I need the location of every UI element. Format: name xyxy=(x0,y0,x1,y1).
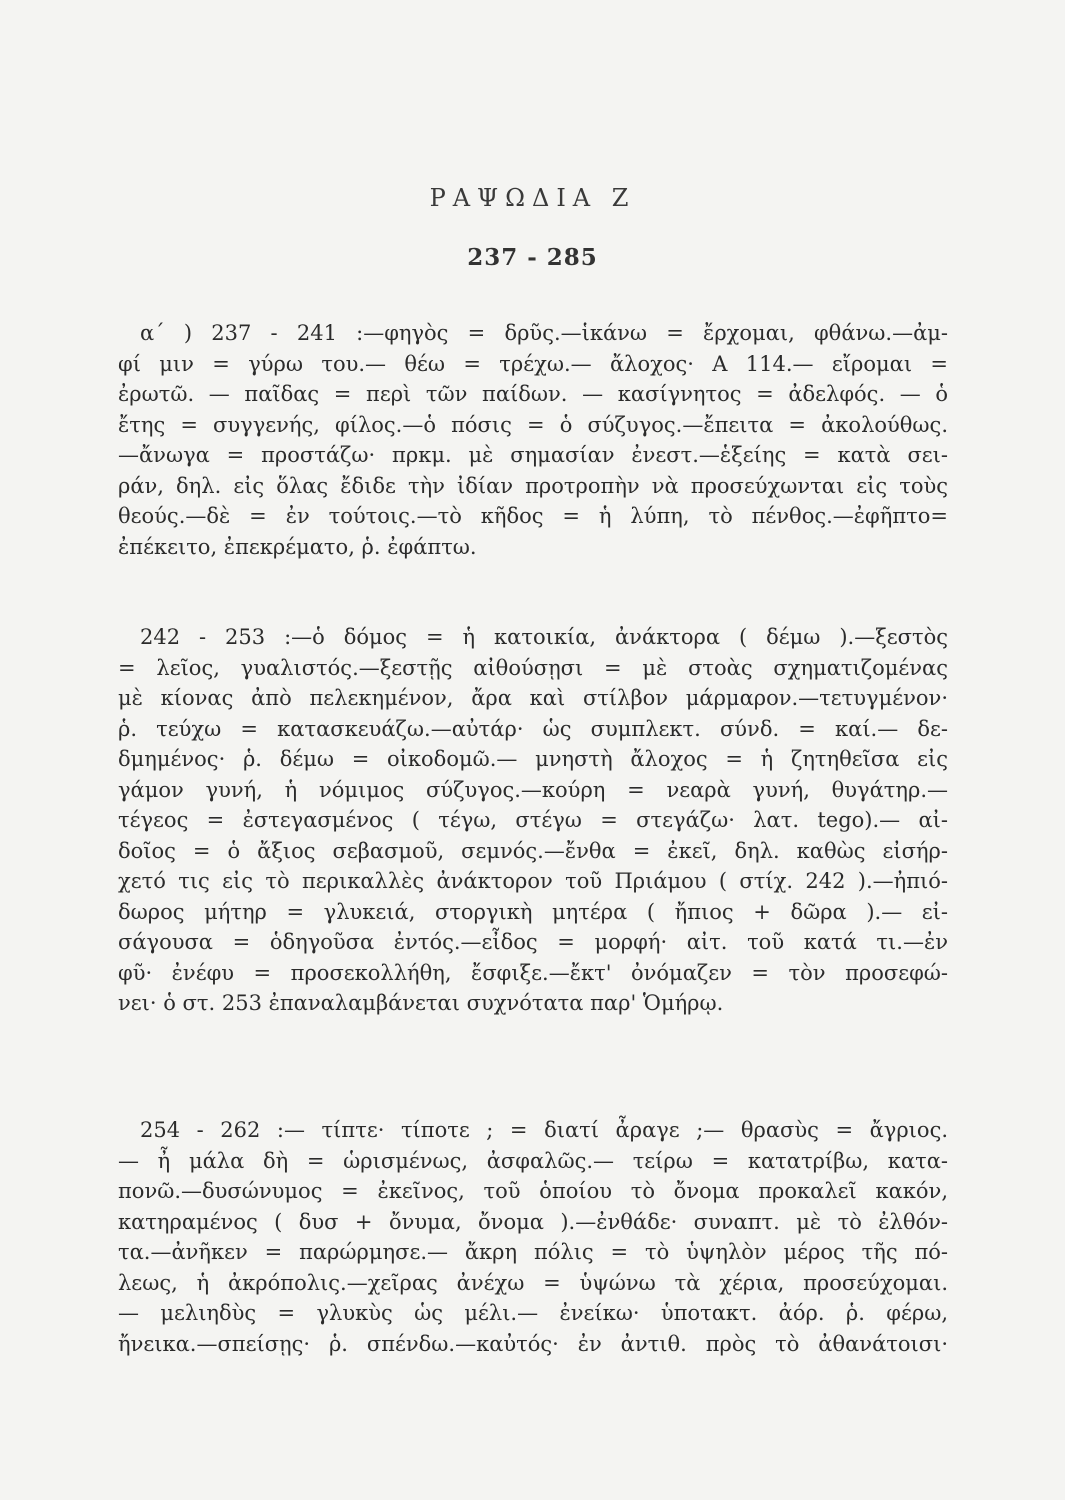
text-line: θεούς.—δὲ = ἐν τούτοις.—τὸ κῆδος = ἡ λύπη, τὸ πένθος.—ἐφῆπτο= xyxy=(118,504,948,528)
text-line: δοῖος = ὁ ἄξιος σεβασμοῦ, σεμνός.—ἔνθα = ἐκεῖ, δηλ. καθὼς εἰσήρ- xyxy=(118,838,948,863)
text-line: 242 - 253 :—ὁ δόμος = ἡ κατοικία, ἀνάκτορα ( δέμω ).—ξεστὸς xyxy=(140,625,948,649)
text-line: δμημένος· ῥ. δέμω = οἰκοδομῶ.— μνηστὴ ἄλοχος = ἡ ζητηθεῖσα εἰς xyxy=(118,747,948,771)
text-line: φί μιν = γύρω του.— θέω = τρέχω.— ἄλοχος· Α 114.— εἴρομαι = xyxy=(118,351,948,376)
text-line: = λεῖος, γυαλιστός.—ξεστῇς αἰθούσῃσι = μὲ στοὰς σχηματιζομένας xyxy=(118,655,948,680)
text-line: μὲ κίονας ἀπὸ πελεκημένον, ἄρα καὶ στίλβον μάρμαρον.—τετυγμένον· xyxy=(118,686,948,710)
text-line: χετό τις εἰς τὸ περικαλλὲς ἀνάκτορον τοῦ Πριάμου ( στίχ. 242 ).—ἠπιό- xyxy=(118,869,948,893)
text-line: φῦ· ἐνέφυ = προσεκολλήθη, ἔσφιξε.—ἔκτ' ὀνόμαζεν = τὸν προσεφώ- xyxy=(118,960,948,985)
commentary-paragraph-1 xyxy=(118,318,948,562)
text-line: τέγεος = ἐστεγασμένος ( τέγω, στέγω = στεγάζω· λατ. tego).— αἰ- xyxy=(118,808,948,832)
text-line: πονῶ.—δυσώνυμος = ἐκεῖνος, τοῦ ὁποίου τὸ ὄνομα προκαλεῖ κακόν, xyxy=(118,1179,948,1203)
text-line: ῥ. τεύχω = κατασκευάζω.—αὐτάρ· ὡς συμπλεκτ. σύνδ. = καί.— δε- xyxy=(118,716,948,741)
chapter-title: ΡΑΨΩΔΙΑ Ζ xyxy=(429,184,636,212)
text-line: — ἦ μάλα δὴ = ὡρισμένως, ἀσφαλῶς.— τείρω = κατατρίβω, κατα- xyxy=(118,1148,948,1173)
text-line: δωρος μήτηρ = γλυκειά, στοργικὴ μητέρα ( ἤπιος + δῶρα ).— εἰ- xyxy=(118,899,948,924)
text-line: γάμον γυνή, ἡ νόμιμος σύζυγος.—κούρη = νεαρὰ γυνή, θυγάτηρ.— xyxy=(118,777,948,802)
commentary-paragraph-2 xyxy=(118,622,948,1019)
text-line: ἐπέκειτο, ἐπεκρέματο, ῥ. ἐφάπτω. xyxy=(118,534,477,559)
verse-range-title: 237 - 285 xyxy=(467,244,598,271)
text-line: ἔτης = συγγενής, φίλος.—ὁ πόσις = ὁ σύζυγος.—ἔπειτα = ἀκολούθως. xyxy=(118,412,948,437)
text-line: λεως, ἡ ἀκρόπολις.—χεῖρας ἀνέχω = ὑψώνω τὰ χέρια, προσεύχομαι. xyxy=(118,1270,948,1295)
text-line: ἤνεικα.—σπείσῃς· ῥ. σπένδω.—καὐτός· ἐν ἀντιθ. πρὸς τὸ ἀθανάτοισι· xyxy=(118,1331,948,1356)
commentary-paragraph-3 xyxy=(118,1115,948,1359)
text-line: νει· ὁ στ. 253 ἐπαναλαμβάνεται συχνότατα παρ' Ὁμήρῳ. xyxy=(118,991,724,1015)
text-line: α΄ ) 237 - 241 :—φηγὸς = δρῦς.—ἱκάνω = ἔρχομαι, φθάνω.—ἀμ- xyxy=(140,321,948,345)
text-line: σάγουσα = ὁδηγοῦσα ἐντός.—εἶδος = μορφή· αἰτ. τοῦ κατά τι.—ἐν xyxy=(118,930,948,954)
text-line: τα.—ἀνῆκεν = παρώρμησε.— ἄκρη πόλις = τὸ ὑψηλὸν μέρος τῆς πό- xyxy=(118,1240,948,1264)
text-line: ἐρωτῶ. — παῖδας = περὶ τῶν παίδων. — κασίγνητος = ἀδελφός. — ὁ xyxy=(118,382,948,406)
text-line: — μελιηδὺς = γλυκὺς ὡς μέλι.— ἐνείκω· ὑποτακτ. ἀόρ. ῥ. φέρω, xyxy=(118,1301,948,1325)
text-line: ράν, δηλ. εἰς ὅλας ἔδιδε τὴν ἰδίαν προτροπὴν νὰ προσεύχωνται εἰς τοὺς xyxy=(118,473,948,498)
text-line: —ἄνωγα = προστάζω· πρκμ. μὲ σημασίαν ἐνεστ.—ἑξείης = κατὰ σει- xyxy=(118,443,948,467)
text-line: 254 - 262 :— τίπτε· τίποτε ; = διατί ἆραγε ;— θρασὺς = ἄγριος. xyxy=(140,1118,948,1142)
text-line: κατηραμένος ( δυσ + ὄνυμα, ὄνομα ).—ἐνθάδε· συναπτ. μὲ τὸ ἐλθόν- xyxy=(118,1209,948,1234)
